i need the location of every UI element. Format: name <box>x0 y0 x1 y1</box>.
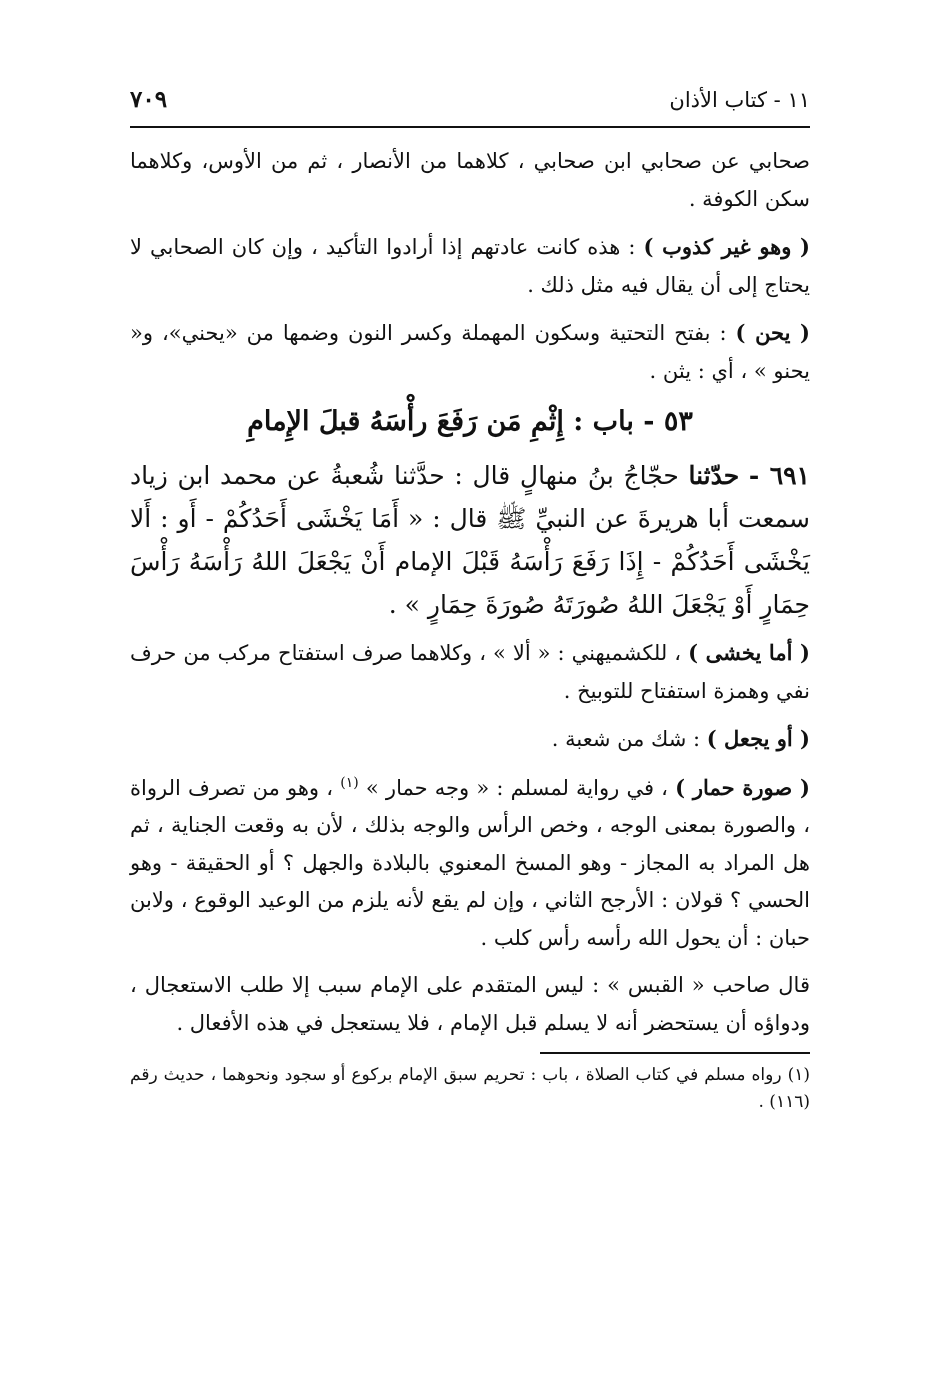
commentary-lead: ( يحن ) <box>735 320 810 345</box>
commentary-text: قال صاحب « القبس » : ليس المتقدم على الإمام سبب إلا طلب الاستعجال ، ودواؤه أن يستحضر أنه لا يسلم قبل الإمام ، فلا يستعجل في هذه الأفعال . <box>130 973 810 1035</box>
hadith-text <box>130 454 810 626</box>
commentary-text: : بفتح التحتية وسكون المهملة وكسر النون وضمها من «يحني»، و« يحنو » ، أي : يثن . <box>130 321 810 383</box>
commentary-text-continued: ، وهو من تصرف الرواة ، والصورة بمعنى الوجه ، وخص الرأس والوجه بذلك ، لأن به وقعت الجناية ، ثم هل المراد به المجاز - وهو المسخ المعنوي بالبلادة والجهل ؟ أو الحقيقة - وهو الحسي ؟ قولان : الأرجح الثاني ، وإن لم يقع لأنه يلزم من الوعيد الوقوع ، ولابن حبان : أن يحول الله رأسه رأس كلب . <box>130 775 810 950</box>
footnote-ref[interactable]: (١) <box>340 774 359 791</box>
commentary-paragraph <box>130 314 810 390</box>
page-header <box>130 82 810 122</box>
hadith-body: حجّاجُ بنُ منهالٍ قال : حدَّثنا شُعبةُ عن محمد ابن زياد سمعت أبا هريرةَ عن النبيِّ ﷺ قال : « أَمَا يَخْشَى أَحَدُكُمْ - أَو : أَلا يَخْشَى أَحَدُكُمْ - إِذَا رَفَعَ رَأْسَهُ قَبْلَ الإمام أَنْ يَجْعَلَ اللهُ رَأْسَهُ رَأْسَ حِمَارٍ أَوْ يَجْعَلَ اللهُ صُورَتَهُ صُورَةَ حِمَارٍ » . <box>130 461 810 619</box>
commentary-text: ، للكشميهني : « ألا » ، وكلاهما صرف استفتاح مركب من حرف نفي وهمزة استفتاح للتوبيخ . <box>130 641 810 703</box>
commentary-paragraph <box>130 720 810 759</box>
commentary-paragraph <box>130 142 810 218</box>
footnote-text: رواه مسلم في كتاب الصلاة ، باب : تحريم سبق الإمام بركوع أو سجود ونحوهما ، حديث رقم (١١٦) . <box>130 1065 810 1112</box>
commentary-paragraph <box>130 228 810 304</box>
page-body <box>130 142 810 1116</box>
commentary-text: صحابي عن صحابي ابن صحابي ، كلاهما من الأنصار ، ثم من الأوس، وكلاهما سكن الكوفة . <box>130 149 810 211</box>
commentary-paragraph <box>130 634 810 710</box>
commentary-lead: ( وهو غير كذوب ) <box>643 234 810 259</box>
chapter-heading: ٥٣ - باب : إِثْمِ مَن رَفَعَ رأْسَهُ قبلَ الإِمامِ <box>247 406 693 437</box>
header-rule <box>130 126 810 128</box>
commentary-paragraph <box>130 967 810 1042</box>
commentary-lead: ( صورة حمار ) <box>675 774 810 800</box>
commentary-lead: ( أو يجعل ) <box>706 726 810 751</box>
hadith-lead: حدّثنا <box>688 461 740 490</box>
commentary-text: : شك من شعبة . <box>551 727 707 751</box>
commentary-paragraph <box>130 769 810 958</box>
commentary-lead: ( أما يخشى ) <box>688 640 810 665</box>
footnote <box>130 1062 810 1116</box>
hadith-number: ٦٩١ - <box>748 461 810 490</box>
footnote-rule <box>540 1052 810 1054</box>
commentary-text: ، في رواية لمسلم : « وجه حمار » <box>358 775 676 800</box>
book-page <box>130 82 810 1112</box>
footnote-mark: (١) <box>787 1065 810 1085</box>
running-head-chapter: ١١ - كتاب الأذان <box>669 88 810 112</box>
commentary-text: : هذه كانت عادتهم إذا أرادوا التأكيد ، وإن كان الصحابي لا يحتاج إلى أن يقال فيه مثل ذلك . <box>130 235 810 297</box>
page-number: ٧٠٩ <box>130 86 168 113</box>
